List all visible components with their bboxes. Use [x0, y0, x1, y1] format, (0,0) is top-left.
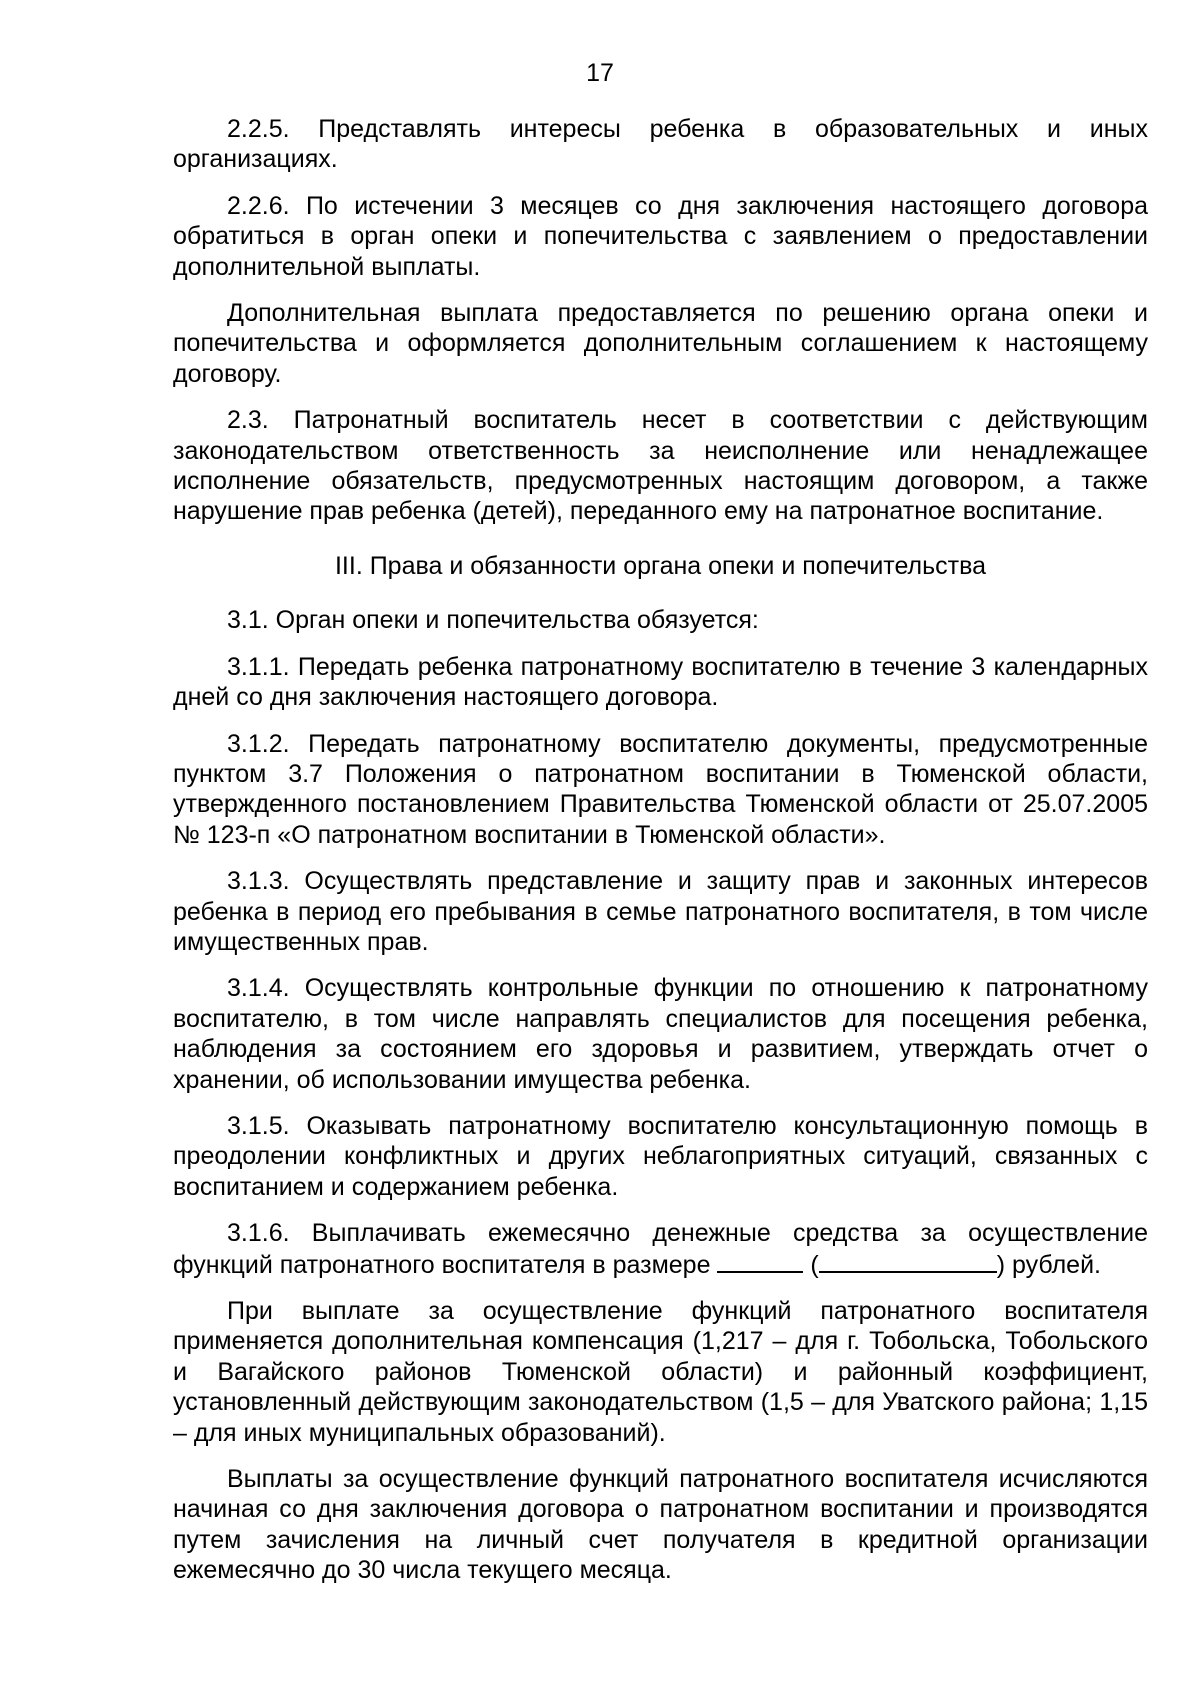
paragraph-3-1-3: 3.1.3. Осуществлять представление и защиту прав и законных интересов ребенка в период его пребывания в семье патронатного воспитателя, в том числе имущественных прав. [173, 867, 1148, 956]
page-number: 17 [586, 59, 614, 87]
paragraph-3-1-1: 3.1.1. Передать ребенка патронатному воспитателю в течение 3 календарных дней со дня заключения настоящего договора. [173, 652, 1148, 712]
document-body [173, 114, 1148, 1586]
paragraph-3-1-6-text: 3.1.6. Выплачивать ежемесячно денежные средства за осуществление функций патронатного воспитателя в размере [173, 1219, 1148, 1279]
paragraph-3-1-2: 3.1.2. Передать патронатному воспитателю документы, предусмотренные пунктом 3.7 Положения о патронатном воспитании в Тюменской области, утвержденного постановлением Правительства Тюменской области от 25.07.2005 № 123-п «О патронатном воспитании в Тюменской области». [173, 729, 1148, 849]
section-heading: III. Права и обязанности органа опеки и попечительства [334, 551, 986, 580]
paragraph-compensation: При выплате за осуществление функций патронатного воспитателя применяется дополнительная компенсация (1,217 – для г. Тобольска, Тобольского и Вагайского районов Тюменской области) и районный коэффициент, установленный действующим законодательством (1,5 – для Уватского района; 1,15 – для иных муниципальных образований). [173, 1297, 1148, 1447]
paragraph-3-1-6 [173, 1218, 1148, 1280]
paragraph-2-3: 2.3. Патронатный воспитатель несет в соответствии с действующим законодательством ответственность за неисполнение или ненадлежащее исполнение обязательств, предусмотренных настоящим договором, а также нарушение прав ребенка (детей), переданного ему на патронатное воспитание. [173, 406, 1148, 526]
paren-open: ( [803, 1250, 819, 1279]
paragraph-3-1: 3.1. Орган опеки и попечительства обязуется: [227, 606, 759, 635]
paragraph-payment-terms: Выплаты за осуществление функций патронатного воспитателя исчисляются начиная со дня заключения договора о патронатном воспитании и производятся путем зачисления на личный счет получателя в кредитной организации ежемесячно до 30 числа текущего месяца. [173, 1465, 1148, 1585]
paragraph-3-1-4: 3.1.4. Осуществлять контрольные функции по отношению к патронатному воспитателю, в том числе направлять специалистов для посещения ребенка, наблюдения за состоянием его здоровья и развитием, утверждать отчет о хранении, об использовании имущества ребенка. [173, 974, 1148, 1094]
amount-blank-field[interactable] [717, 1249, 803, 1273]
paragraph-additional-payment: Дополнительная выплата предоставляется по решению органа опеки и попечительства и оформляется дополнительным соглашением к настоящему договору. [173, 299, 1148, 388]
paragraph-3-1-5: 3.1.5. Оказывать патронатному воспитателю консультационную помощь в преодолении конфликтных и других неблагоприятных ситуаций, связанных с воспитанием и содержанием ребенка. [173, 1111, 1148, 1201]
paren-close-rubles: ) рублей. [996, 1250, 1101, 1279]
paragraph-2-2-6: 2.2.6. По истечении 3 месяцев со дня заключения настоящего договора обратиться в орган опеки и попечительства с заявлением о предоставлении дополнительной выплаты. [173, 191, 1148, 281]
amount-in-words-blank-field[interactable] [819, 1249, 997, 1273]
paragraph-2-2-5: 2.2.5. Представлять интересы ребенка в образовательных и иных организациях. [173, 115, 1148, 174]
